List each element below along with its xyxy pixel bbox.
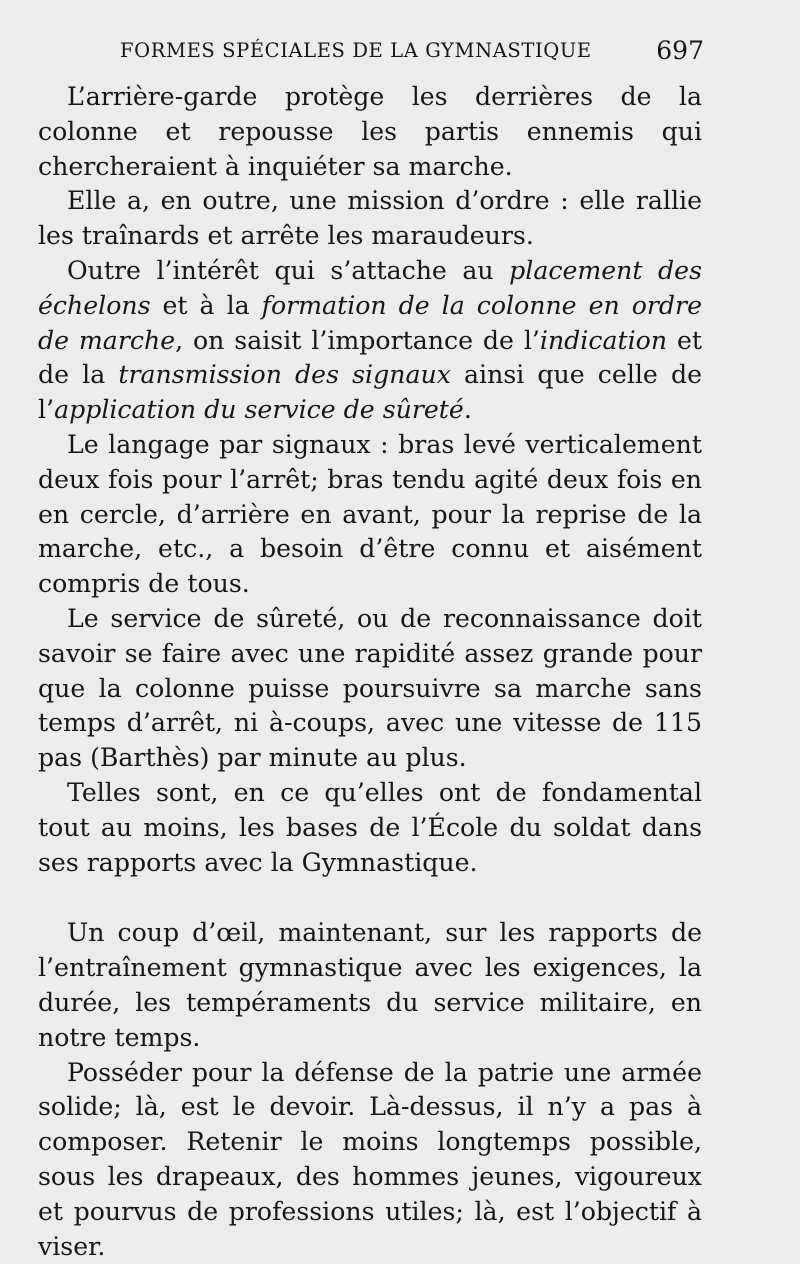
running-title: FORMES SPÉCIALES DE LA GYMNASTIQUE xyxy=(120,39,592,62)
text-segment: Outre l’intérêt qui s’attache au xyxy=(67,255,510,285)
text-segment: et à la xyxy=(150,290,262,320)
text-segment: . xyxy=(463,395,472,425)
italic-text-segment: indication xyxy=(539,325,668,355)
paragraph-signal-language: Le langage par signaux : bras levé verticalement deux fois pour l’arrêt; bras tendu agité deux fois en en cercle, d’arrière en avant, pour la reprise de la marche, etc., a besoin d’être connu et aisément compris de tous. xyxy=(38,429,702,599)
paragraph-signals-importance xyxy=(38,254,702,428)
paragraph-order-mission: Elle a, en outre, une mission d’ordre : elle rallie les traînards et arrête les maraudeurs. xyxy=(38,186,702,251)
paragraph-rear-guard: L’arrière-garde protège les derrières de la colonne et repousse les partis ennemis qui chercheraient à inquiéter sa marche. xyxy=(38,82,702,181)
paragraph-gymnastic-training: Un coup d’œil, maintenant, sur les rapports de l’entraînement gymnastique avec les exigences, la durée, les tempéraments du service militaire, en notre temps. xyxy=(38,918,702,1052)
italic-text-segment: transmission des signaux xyxy=(118,360,451,390)
paragraph-reconnaissance-speed: Le service de sûreté, ou de reconnaissance doit savoir se faire avec une rapidité assez grande pour que la colonne puisse poursuivre sa marche sans temps d’arrêt, ni à-coups, avec une vitesse de 115 pas (Barthès) par minute au plus. xyxy=(38,603,702,773)
page-number: 697 xyxy=(656,36,704,65)
text-segment: , on saisit l’importance de l’ xyxy=(175,325,540,355)
paragraph-military-objective: Posséder pour la défense de la patrie une armée solide; là, est le devoir. Là-dessus, il n’y a pas à composer. Retenir le moins longtemps possible, sous les drapeaux, des hommes jeunes, vigoureux et pourvus de professions utiles; là, est l’objectif à viser. xyxy=(38,1057,702,1261)
italic-text-segment: formation de la colonne en ordre de marche xyxy=(38,290,702,355)
paragraph-soldier-school: Telles sont, en ce qu’elles ont de fondamental tout au moins, les bases de l’École du soldat dans ses rapports avec la Gymnastique. xyxy=(38,777,702,877)
text-segment: et de la xyxy=(38,325,702,390)
text-segment: ainsi que celle de l’ xyxy=(38,360,702,425)
page-body xyxy=(38,80,702,1264)
section-break xyxy=(38,880,702,916)
running-head xyxy=(120,34,704,68)
italic-text-segment: application du service de sûreté xyxy=(54,395,464,425)
italic-text-segment: placement des échelons xyxy=(38,255,702,320)
